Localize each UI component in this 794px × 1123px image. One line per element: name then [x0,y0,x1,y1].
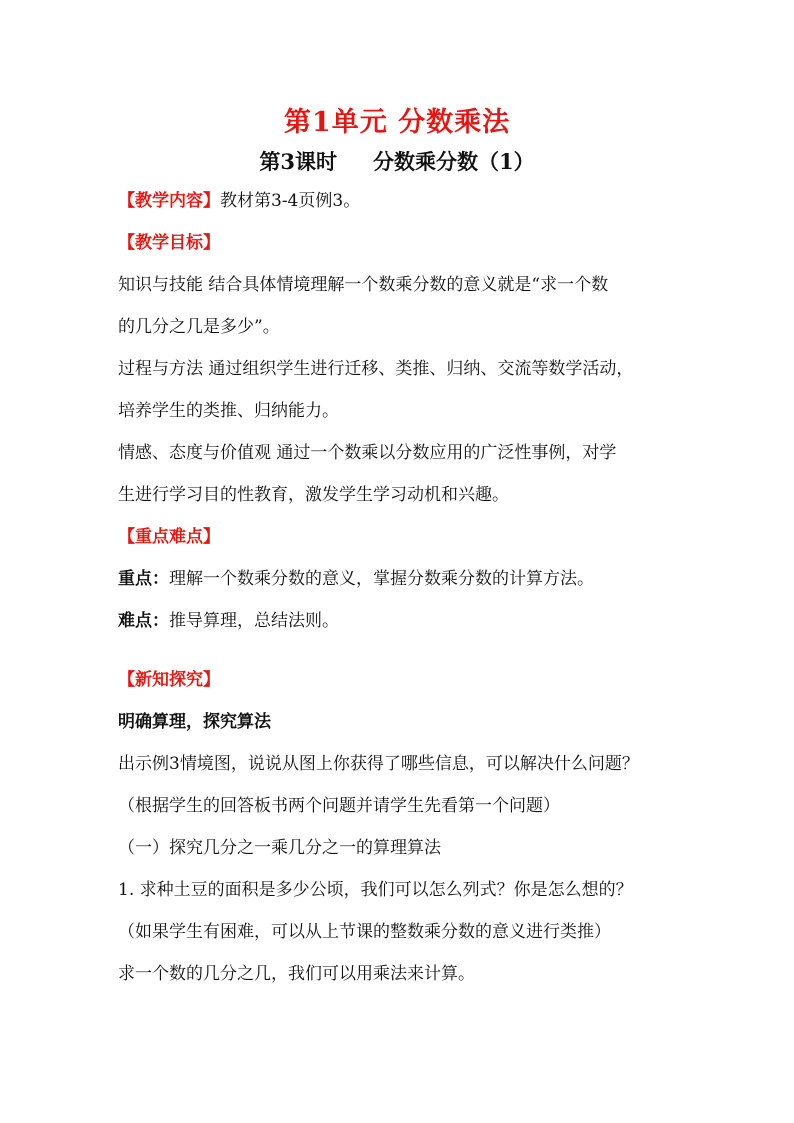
objective-line: 知识与技能 结合具体情境理解一个数乘分数的意义就是“求一个数 [118,275,609,295]
key-label: 重点： [118,569,169,589]
lesson-topic: 分数乘分数（1） [373,149,535,174]
key-points-label: 【重点难点】 [118,527,220,547]
explore-line: 出示例3情境图，说说从图上你获得了哪些信息，可以解决什么问题？ [118,754,639,774]
difficult-point-line [118,609,339,633]
unit-title: 第1单元 分数乘法 [283,107,511,138]
explore-line: 1. 求种土豆的面积是多少公顷，我们可以怎么列式？你是怎么想的？ [118,880,633,900]
objective-line: 生进行学习目的性教育，激发学生学习动机和兴趣。 [118,485,509,505]
content-label: 【教学内容】 [118,191,220,211]
difficult-text: 推导算理，总结法则。 [169,611,339,631]
content-line [118,189,360,213]
objective-line: 培养学生的类推、归纳能力。 [118,401,339,421]
explore-heading: 明确算理，探究算法 [118,712,271,732]
explore-line: （如果学生有困难，可以从上节课的整数乘分数的意义进行类推） [118,922,611,942]
explore-line: 求一个数的几分之几，我们可以用乘法来计算。 [118,964,475,984]
explore-label: 【新知探究】 [118,670,220,690]
objective-line: 的几分之几是多少”。 [118,317,280,337]
lesson-number: 第3课时 [259,149,337,174]
key-point-line [118,567,594,591]
explore-line: （一）探究几分之一乘几分之一的算理算法 [118,838,441,858]
objective-line: 情感、态度与价值观 通过一个数乘以分数应用的广泛性事例，对学 [118,443,617,463]
lesson-title [0,146,794,176]
explore-line: （根据学生的回答板书两个问题并请学生先看第一个问题） [118,796,560,816]
objective-line: 过程与方法 通过组织学生进行迁移、类推、归纳、交流等数学活动， [118,359,634,379]
key-text: 理解一个数乘分数的意义，掌握分数乘分数的计算方法。 [169,569,594,589]
difficult-label: 难点： [118,611,169,631]
objectives-label: 【教学目标】 [118,233,220,253]
content-text: 教材第3-4页例3。 [220,191,361,211]
